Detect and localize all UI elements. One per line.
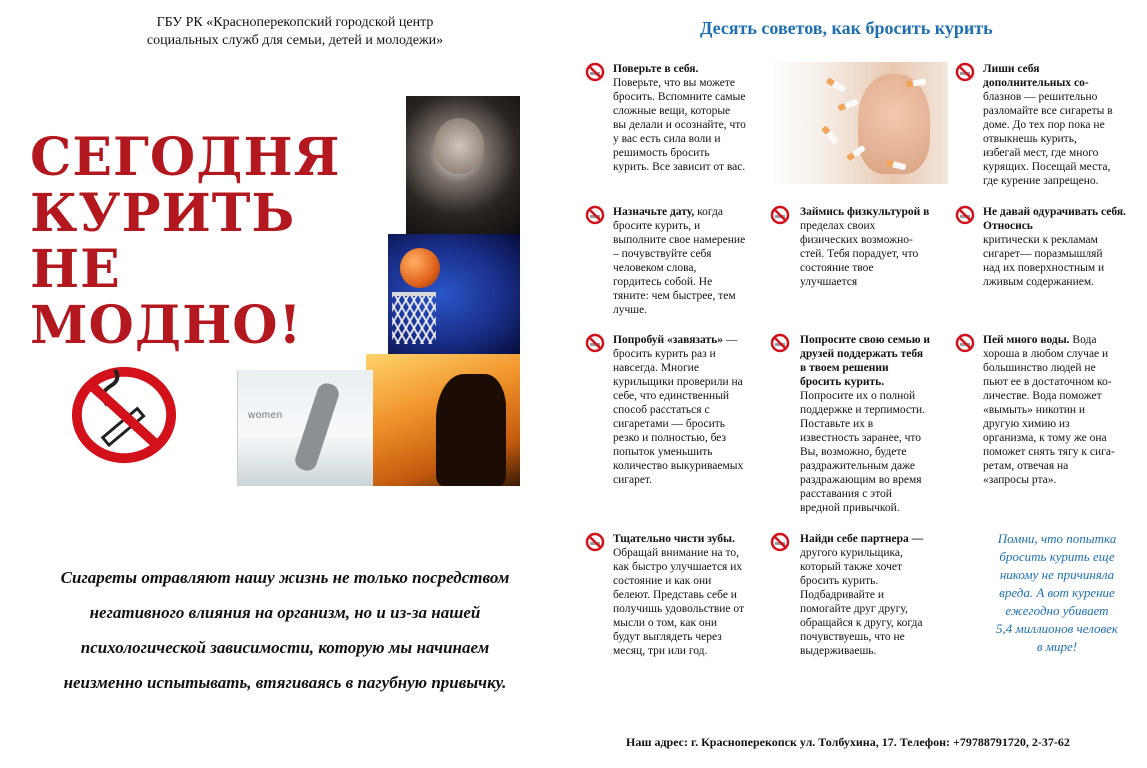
tip-line: состояние и как они: [613, 575, 712, 587]
tip-line: блазнов — решительно: [983, 91, 1098, 103]
tip-line: лживым содержанием.: [983, 276, 1094, 288]
memo-line: в мире!: [1036, 639, 1078, 654]
tip-line: физических возможно-: [800, 234, 913, 246]
contact-address: Наш адрес: г. Красноперекопск ул. Толбухина, 17. Телефон: +79788791720, 2-37-62: [626, 735, 1070, 749]
tips-title: Десять советов, как бросить курить: [700, 18, 993, 38]
tip-line: организма, к тому же она: [983, 432, 1107, 444]
tip-line: где курение запрещено.: [983, 175, 1099, 187]
tip-line: выдерживаешь.: [800, 645, 877, 657]
tip-line: друзей поддержать тебя: [800, 348, 924, 360]
tip-line: сигаретами — бросить: [613, 418, 726, 430]
photo-basketball: [388, 234, 520, 354]
tip-line: курящих. Посещай места,: [983, 161, 1111, 173]
tip-line: поддержке и терпимости.: [800, 404, 926, 416]
tip-line: почувствуешь, что не: [800, 631, 905, 643]
photo-dancer: [237, 370, 373, 486]
no-smoking-icon: [585, 62, 605, 82]
tip-line: критически к рекламам: [983, 234, 1098, 246]
child-face: [434, 118, 484, 174]
tip-line: Поверьте, что вы можете: [613, 77, 736, 89]
tip-line: хороша в любом случае и: [983, 348, 1109, 360]
tip-line: будут выглядеть через: [613, 631, 722, 643]
tip-title: Пей много воды.: [983, 334, 1070, 346]
tip-line: бросить. Вспомните самые: [613, 91, 746, 103]
tip-line: курильщики проверили на: [613, 376, 743, 388]
organization-line-2: социальных служб для семьи, детей и молодежи»: [146, 33, 444, 48]
tip-line: другого курильщика,: [800, 547, 903, 559]
cigarette-piece: [838, 99, 859, 111]
tip-title: Займись физкультурой в: [800, 206, 930, 218]
tip-line: бросить курить.: [800, 575, 879, 587]
tip-line: себе, что единственный: [613, 390, 730, 402]
tip-line: Обращай внимание на то,: [613, 547, 739, 559]
hand-figure: [858, 74, 930, 174]
memo-line: ежегодно убивает: [1005, 603, 1109, 618]
tip-line: у вас есть сила воли и: [613, 133, 721, 145]
tip-line: помогайте друг другу,: [800, 603, 908, 615]
tip-line: дополнительных со-: [983, 77, 1089, 89]
tip-line: стей. Тебя порадует, что: [800, 248, 919, 260]
tip-line: другую химию из: [983, 418, 1070, 430]
memo-line: 5,4 миллионов человек: [996, 621, 1118, 636]
tip-line: расставания с этой: [800, 488, 892, 500]
tip-line: в твоем решении: [800, 362, 889, 374]
tip-title: Не давай одурачивать: [983, 206, 1099, 218]
headline: [30, 127, 370, 356]
tip-line: получишь удовольствие от: [613, 603, 745, 615]
memo-line: Помни, что попытка: [997, 531, 1117, 546]
tip-title: Попросите свою семью и: [800, 334, 931, 346]
photo-sport-woman: [366, 354, 520, 486]
tip-line: бросите курить, и: [613, 220, 701, 232]
tip-line: Попросите их о полной: [800, 390, 916, 402]
tip-line: попыток уменьшить: [613, 446, 713, 458]
tip-line: улучшается: [800, 276, 858, 288]
tip-line: тяните: чем быстрее, тем: [613, 290, 736, 302]
tip-title: Найди себе партнера —: [800, 533, 924, 545]
tip-line: который также хочет: [800, 561, 903, 573]
tip-line: состояние твое: [800, 262, 874, 274]
tip-title: Поверьте в себя.: [613, 63, 699, 75]
tip-title: Назначьте дату,: [613, 206, 695, 218]
tip-line: себя. Относись: [983, 206, 1126, 232]
cigarette-piece: [821, 125, 838, 144]
tip-line: лучше.: [613, 304, 648, 316]
quote-line: Сигареты отравляют нашу жизнь не только посредством: [60, 568, 510, 587]
headline-line: СЕГОДНЯ: [30, 127, 341, 188]
tip-line: сложные вещи, которые: [613, 105, 731, 117]
tip-title: Тщательно чисти зубы.: [613, 533, 735, 545]
headline-line: КУРИТЬ: [30, 183, 296, 244]
quote-line: негативного влияния на организм, но и из-за нашей: [89, 603, 481, 622]
dancer-figure: [293, 381, 342, 473]
tip-line: Вы, возможно, будете: [800, 446, 907, 458]
tip-line: пьют ее в достаточном ко-: [983, 376, 1112, 388]
memo-line: вреда. А вот курение: [999, 585, 1115, 600]
tip-line: гордитесь собой. Не: [613, 276, 713, 288]
no-smoking-icon: [70, 365, 178, 465]
tip-title-tail: Вода: [1069, 334, 1097, 346]
tip-title: Лиши себя: [983, 63, 1040, 75]
no-smoking-icon: [770, 532, 790, 552]
tip-line: личестве. Вода поможет: [983, 390, 1102, 402]
tip-line: сигарет.: [613, 474, 652, 486]
tip-line: резко и полностью, без: [613, 432, 727, 444]
no-smoking-icon: [770, 333, 790, 353]
basketball-hoop: [392, 292, 436, 344]
organization-line-1: ГБУ РК «Красноперекопский городской центр: [156, 15, 434, 30]
tip-line: человеком слова,: [613, 262, 697, 274]
tip-line: бросить курить.: [800, 376, 885, 388]
tip-line: способ расстаться с: [613, 404, 710, 416]
tip-line: известность заранее, что: [800, 432, 922, 444]
tip-line: ретам, отвечая на: [983, 460, 1069, 472]
tip-line: вредной привычкой.: [800, 502, 900, 514]
tip-line: большинство людей не: [983, 362, 1096, 374]
tip-line: Подбадривайте и: [800, 589, 884, 601]
photo-child: [406, 96, 520, 234]
basketball-icon: [400, 248, 440, 288]
tip-line: раздражительным даже: [800, 460, 915, 472]
organization-name: [60, 14, 530, 50]
no-smoking-icon: [585, 333, 605, 353]
no-smoking-icon: [955, 62, 975, 82]
tip-line: мысли о том, как они: [613, 617, 717, 629]
memo-line: никому не причиняла: [999, 567, 1115, 582]
tip-line: сигарет— поразмышляй: [983, 248, 1103, 260]
tip-line: Поставьте их в: [800, 418, 874, 430]
tip-line: – почувствуйте себя: [613, 248, 712, 260]
tip-line: белеют. Представь себе и: [613, 589, 737, 601]
tip-line: «вымыть» никотин и: [983, 404, 1086, 416]
tip-line: выполните свое намерение: [613, 234, 746, 246]
tip-line: месяц, три или год.: [613, 645, 708, 657]
tip-line: как быстро улучшается их: [613, 561, 743, 573]
tip-line: избегай мест, где много: [983, 147, 1099, 159]
tip-line: вы делали и осознайте, что: [613, 119, 746, 131]
tip-line: пределах своих: [800, 220, 876, 232]
woman-silhouette: [436, 374, 506, 486]
photo-caption: women: [248, 410, 283, 421]
quote-line: неизменно испытывать, втягиваясь в пагубную привычку.: [63, 673, 507, 692]
tip-line: решимость бросить: [613, 147, 710, 159]
no-smoking-icon: [955, 333, 975, 353]
photo-broken-cigarettes: [766, 62, 948, 184]
quote-line: психологической зависимости, которую мы начинаем: [80, 638, 490, 657]
no-smoking-icon: [770, 205, 790, 225]
tip-line: отвыкнешь курить,: [983, 133, 1077, 145]
tip-title: Попробуй «завязать»: [613, 334, 723, 346]
tip-title-tail: —: [723, 334, 738, 346]
tip-line: навсегда. Многие: [613, 362, 699, 374]
tip-line: количество выкуриваемых: [613, 460, 744, 472]
memo-note: [978, 530, 1136, 656]
tip-line: разломайте все сигареты в: [983, 105, 1113, 117]
no-smoking-icon: [955, 205, 975, 225]
headline-line: НЕ: [30, 239, 121, 300]
quote: [10, 560, 560, 700]
tip-line: над их поверхностным и: [983, 262, 1105, 274]
tip-line: раздражающим во время: [800, 474, 922, 486]
tip-line: «запросы рта».: [983, 474, 1057, 486]
headline-line: МОДНО!: [30, 295, 303, 356]
no-smoking-icon: [585, 205, 605, 225]
memo-line: бросить курить еще: [999, 549, 1115, 564]
tip-line: обращайся к другу, когда: [800, 617, 923, 629]
tip-title-tail: когда: [694, 206, 723, 218]
tip-line: доме. До тех пор пока не: [983, 119, 1105, 131]
tip-line: курить. Все зависит от вас.: [613, 161, 746, 173]
tip-line: бросить курить раз и: [613, 348, 716, 360]
tip-line: поможет снять тягу к сига-: [983, 446, 1115, 458]
no-smoking-icon: [585, 532, 605, 552]
cigarette-piece: [826, 77, 846, 92]
